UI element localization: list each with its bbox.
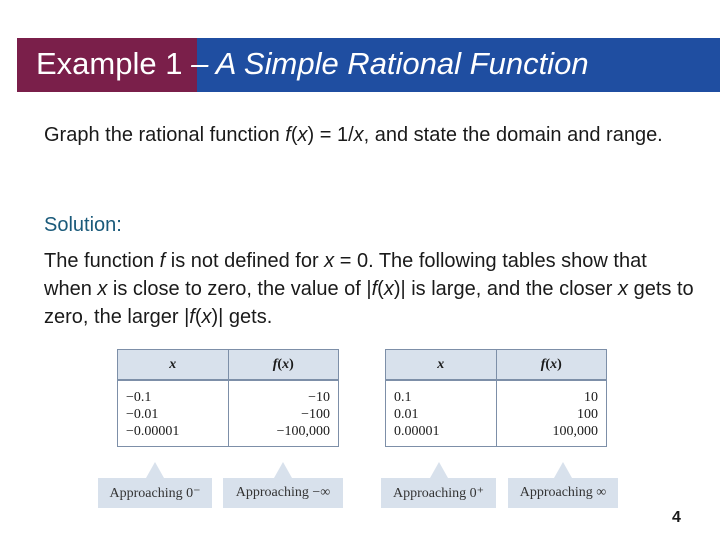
table-positive — [385, 349, 607, 447]
page-number: 4 — [672, 509, 681, 526]
solution-text: The function f is not defined for x = 0. The following tables show that when x is close to zero, the value of |f(x)| is large, and the closer x gets to zero, the larger |f(x)| gets. — [44, 250, 694, 328]
callout-approaching-neg-infinity: Approaching −∞ — [223, 478, 343, 508]
title-plain: Example 1 — [36, 46, 183, 81]
table-row — [386, 380, 607, 447]
fx-values-cell: −10 −100 −100,000 — [228, 380, 339, 447]
callout-approaching-0-plus: Approaching 0⁺ — [381, 478, 496, 508]
title-bar — [17, 38, 720, 92]
column-header-x: x — [118, 350, 229, 381]
fx-values-cell: 10 100 100,000 — [496, 380, 607, 447]
x-values-cell: −0.1 −0.01 −0.00001 — [126, 390, 180, 439]
title-italic: – A Simple Rational Function — [191, 46, 589, 81]
problem-statement: Graph the rational function f(x) = 1/x, and state the domain and range. — [44, 124, 663, 146]
column-header-fx: f(x) — [228, 350, 339, 381]
table-negative — [117, 349, 339, 447]
callout-approaching-0-minus: Approaching 0⁻ — [98, 478, 212, 508]
x-values-cell: 0.1 0.01 0.00001 — [394, 390, 440, 439]
column-header-fx: f(x) — [496, 350, 607, 381]
callout-approaching-infinity: Approaching ∞ — [508, 478, 618, 508]
column-header-x: x — [386, 350, 497, 381]
solution-label: Solution: — [44, 214, 122, 236]
table-row — [118, 380, 339, 447]
slide-title — [36, 46, 589, 82]
